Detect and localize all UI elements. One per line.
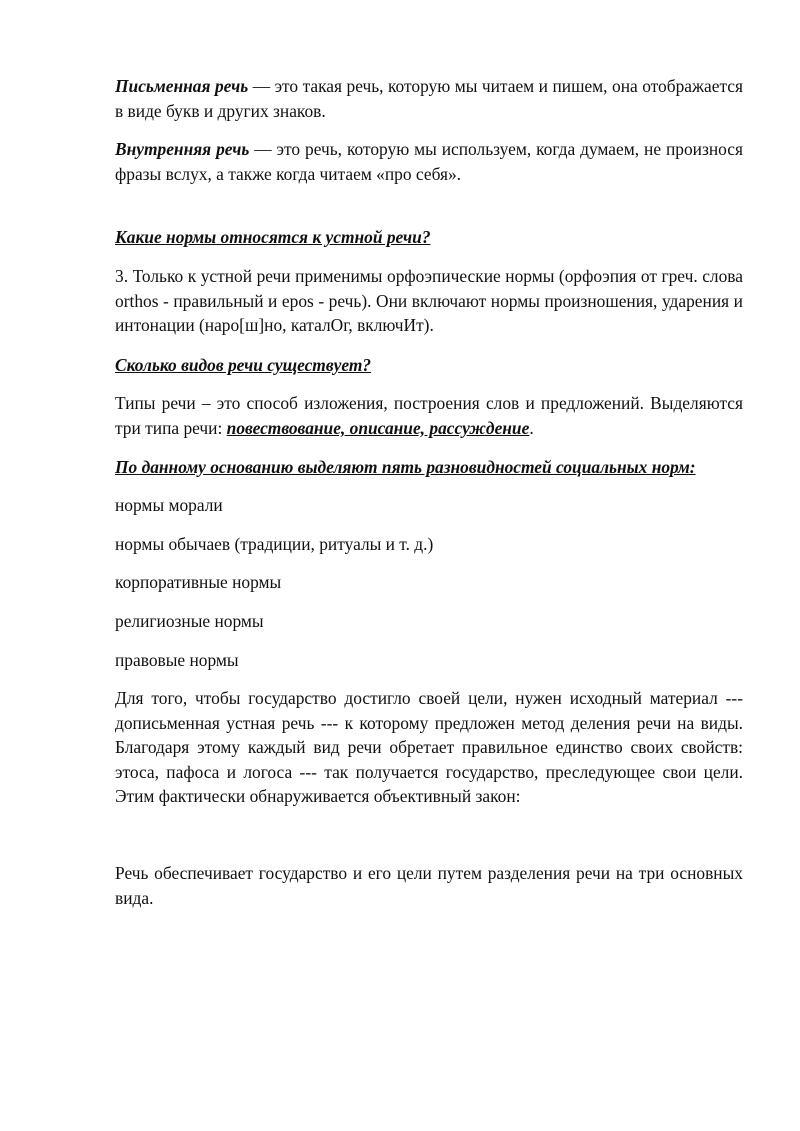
list-item-social-norm: правовые нормы (115, 649, 239, 670)
paragraph-written-speech (115, 74, 743, 123)
paragraph-inner-speech (115, 137, 743, 186)
heading-speech-types: Сколько видов речи существует? (115, 354, 372, 375)
heading-oral-norms: Какие нормы относятся к устной речи? (115, 227, 431, 248)
definition-written-speech: — это такая речь, которую мы читаем и пишем, она отображается в виде букв и других знаков. (115, 76, 743, 121)
definition-inner-speech: — это речь, которую мы используем, когда думаем, не произнося фразы вслух, а также когда читаем «про себя». (115, 139, 743, 184)
list-item-social-norm: нормы морали (115, 495, 223, 516)
term-written-speech: Письменная речь (115, 76, 249, 96)
document-page (115, 74, 743, 910)
paragraph-speech-types (115, 391, 743, 440)
heading-social-norms: По данному основанию выделяют пять разновидностей социальных норм: (115, 456, 696, 477)
list-item-social-norm: религиозные нормы (115, 610, 264, 631)
paragraph-oral-norms: 3. Только к устной речи применимы орфоэпические нормы (орфоэпия от греч. слова orthos - правильный и epos - речь). Они включают нормы произношения, ударения и интонации (наро[ш]но, каталОг, включИт). (115, 265, 743, 336)
speech-types-text: Типы речи – это способ изложения, построения слов и предложений. Выделяются три типа речи: (115, 393, 743, 438)
term-inner-speech: Внутренняя речь (115, 139, 250, 160)
list-item-social-norm: нормы обычаев (традиции, ритуалы и т. д.) (115, 533, 434, 554)
paragraph-state: Для того, чтобы государство достигло своей цели, нужен исходный материал --- дописьменная устная речь --- к которому предложен метод деления речи на виды. Благодаря этому каждый вид речи обретает правильное единство своих свойств: этоса, пафоса и логоса --- так получается государство, преследующее свои цели. Этим фактически обнаруживается объективный закон: (115, 688, 743, 807)
speech-types-emphasis: повествование, описание, рассуждение (226, 417, 530, 438)
speech-types-end: . (529, 417, 534, 438)
list-item-social-norm: корпоративные нормы (115, 572, 282, 593)
paragraph-conclusion: Речь обеспечивает государство и его цели путем разделения речи на три основных вида. (115, 863, 743, 908)
